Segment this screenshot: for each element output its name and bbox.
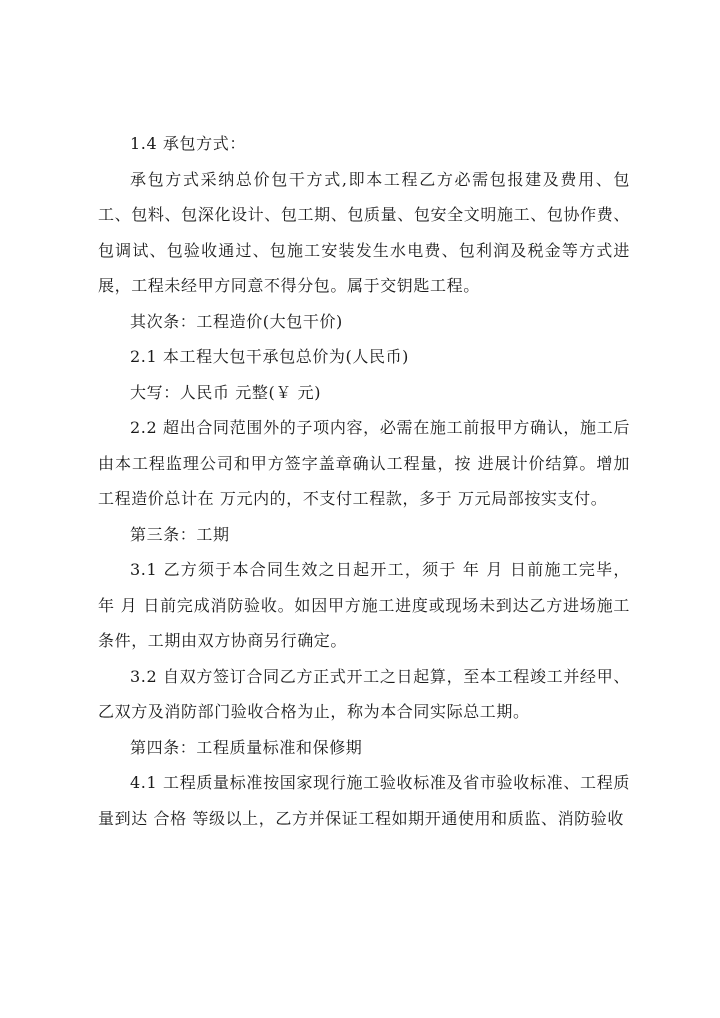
- amount-in-words: 大写：人民币 元整(￥ 元): [130, 382, 322, 402]
- clause-4-1: 4.1 工程质量标准按国家现行施工验收标准及省市验收标准、工程质量到达 合格 等级以上，乙方并保证工程如期开通使用和质监、消防验收: [98, 773, 630, 828]
- clause-1-4-body: 承包方式采纳总价包干方式,即本工程乙方必需包报建及费用、包工、包料、包深化设计、包工期、包质量、包安全文明施工、包协作费、包调试、包验收通过、包施工安装发生水电费、包利润及税金等方式进展，工程未经甲方同意不得分包。属于交钥匙工程。: [98, 169, 630, 295]
- clause-1-4-heading: 1.4 承包方式：: [130, 134, 246, 153]
- article-3-heading: 第三条：工期: [130, 524, 230, 544]
- article-4-heading: 第四条：工程质量标准和保修期: [130, 737, 363, 757]
- clause-3-1: 3.1 乙方须于本合同生效之日起开工，须于 年 月 日前施工完毕， 年 月 日前完成消防验收。如因甲方施工进度或现场未到达乙方进场施工条件，工期由双方协商另行确定。: [98, 560, 630, 650]
- clause-2-1: 2.1 本工程大包干承包总价为(人民币): [130, 347, 410, 366]
- clause-2-2: 2.2 超出合同范围外的子项内容，必需在施工前报甲方确认，施工后由本工程监理公司和甲方签字盖章确认工程量，按 进展计价结算。增加工程造价总计在 万元内的，不支付工程款，多于 万元局部按实支付。: [98, 418, 630, 508]
- clause-3-2: 3.2 自双方签订合同乙方正式开工之日起算，至本工程竣工并经甲、乙双方及消防部门验收合格为止，称为本合同实际总工期。: [98, 666, 630, 721]
- article-2-heading: 其次条：工程造价(大包干价): [130, 311, 343, 331]
